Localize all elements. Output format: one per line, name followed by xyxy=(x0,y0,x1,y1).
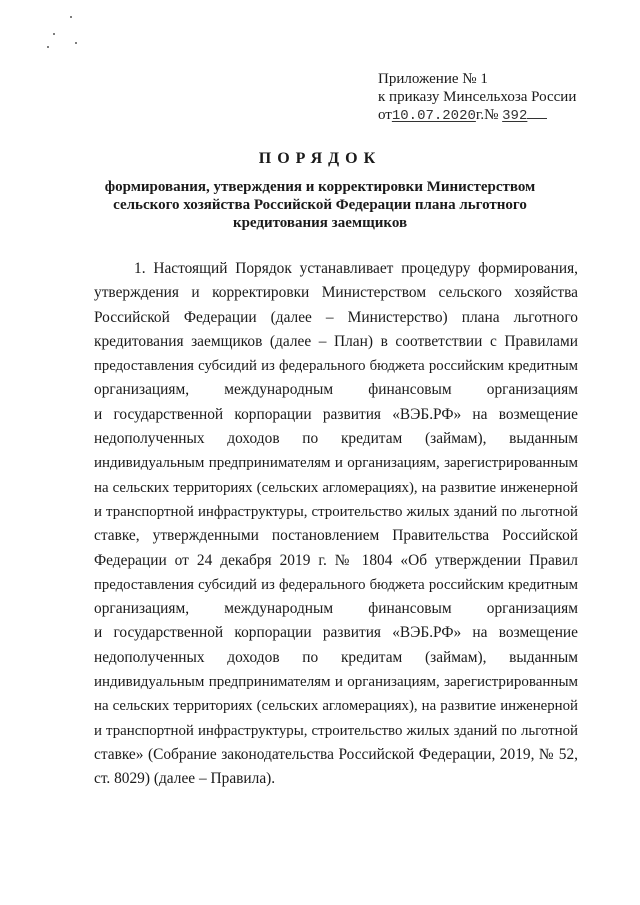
body-line: индивидуальным предпринимателям и организациям, зарегистрированным xyxy=(94,674,578,691)
scan-speck xyxy=(53,33,55,35)
date-prefix: от xyxy=(378,107,392,123)
body-line: 1. Настоящий Порядок устанавливает процедуру формирования, xyxy=(134,260,578,277)
document-subtitle xyxy=(100,178,540,232)
paragraph-1 xyxy=(94,257,578,792)
body-line: ст. 8029) (далее – Правила). xyxy=(94,770,276,788)
appendix-number: Приложение № 1 xyxy=(378,71,488,87)
body-line: ставке» (Собрание законодательства Российской Федерации, 2019, № 52, xyxy=(94,745,578,763)
scan-speck xyxy=(47,46,49,48)
body-line: на сельских территориях (сельских агломерациях), на развитие инженерной xyxy=(94,479,578,496)
appendix-header xyxy=(378,70,628,125)
body-line: организациям, международным финансовым организациям xyxy=(94,381,578,399)
body-line: Федерации от 24 декабря 2019 г. № 1804 «Об утверждении Правил xyxy=(94,551,578,569)
body-line: организациям, международным финансовым организациям xyxy=(94,600,578,618)
body-line: и государственной корпорации развития «ВЭБ.РФ» на возмещение xyxy=(94,405,578,423)
body-line: предоставления субсидий из федерального бюджета российским кредитным xyxy=(94,358,578,375)
subtitle-line: формирования, утверждения и корректировки Министерством xyxy=(104,179,536,195)
body-line: и транспортной инфраструктуры, строительство жилых зданий по льготной xyxy=(94,722,578,739)
body-line: Российской Федерации (далее – Министерство) плана льготного xyxy=(94,308,578,326)
body-line: утверждения и корректировки Министерством сельского хозяйства xyxy=(94,284,578,302)
body-line: кредитования заемщиков (далее – План) в соответствии с Правилами xyxy=(94,332,578,350)
scan-speck xyxy=(70,16,72,18)
body-line: ставке, утвержденными постановлением Правительства Российской xyxy=(94,527,578,545)
body-line: индивидуальным предпринимателям и организациям, зарегистрированным xyxy=(94,455,578,472)
scan-speck xyxy=(75,42,77,44)
subtitle-line: сельского хозяйства Российской Федерации плана льготного xyxy=(113,197,527,213)
appendix-date-line xyxy=(378,106,628,125)
body-line: и транспортной инфраструктуры, строительство жилых зданий по льготной xyxy=(94,503,578,520)
body-line: недополученных доходов по кредитам (займам), выданным xyxy=(94,430,578,448)
appendix-order-ref: к приказу Минсельхоза России xyxy=(378,89,577,105)
order-number: 392 xyxy=(502,108,528,124)
body-line: предоставления субсидий из федерального бюджета российским кредитным xyxy=(94,576,578,593)
body-line: недополученных доходов по кредитам (займам), выданным xyxy=(94,648,578,666)
number-underline xyxy=(527,106,547,119)
body-line: и государственной корпорации развития «ВЭБ.РФ» на возмещение xyxy=(94,624,578,642)
order-date: 10.07.2020 xyxy=(391,108,476,124)
body-line: на сельских территориях (сельских агломерациях), на развитие инженерной xyxy=(94,698,578,715)
date-suffix: г.№ xyxy=(475,107,499,123)
document-title: ПОРЯДОК xyxy=(258,150,382,167)
subtitle-line: кредитования заемщиков xyxy=(232,215,408,231)
